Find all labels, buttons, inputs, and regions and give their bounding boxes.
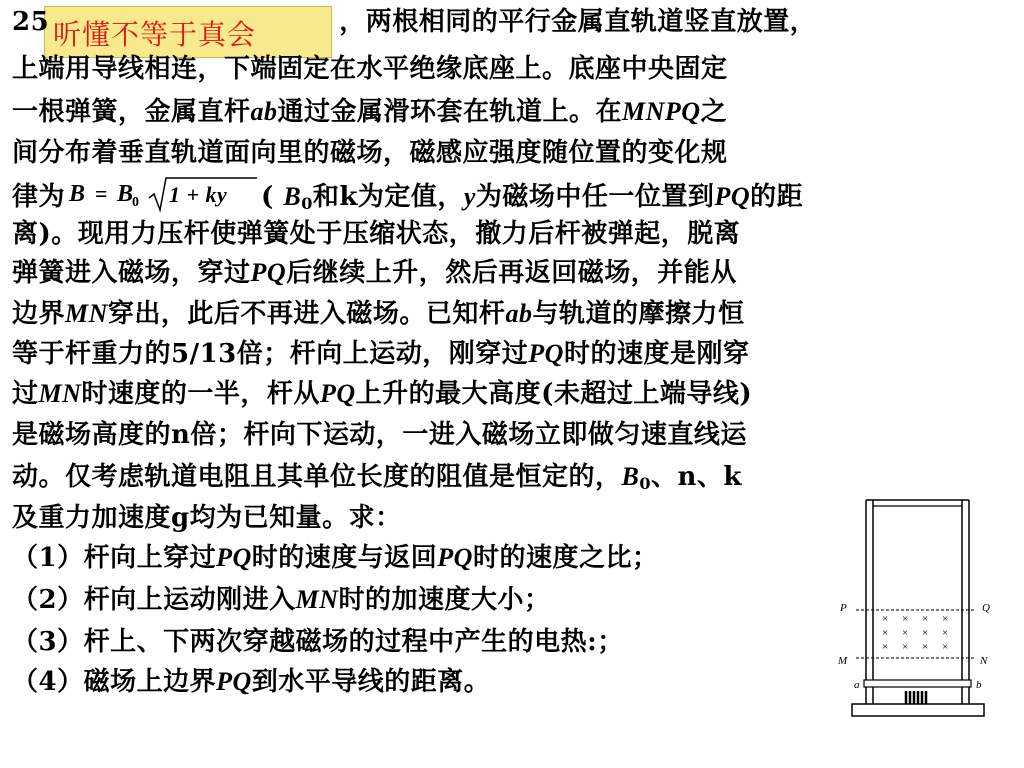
text-line-1: 25 ，两根相同的平行金属直轨道竖直放置， xyxy=(12,7,817,37)
formula-b0: B xyxy=(117,181,134,207)
text-line-2: 上端用导线相连，下端固定在水平绝缘底座上。底座中央固定 xyxy=(12,54,728,84)
formula-eq: = xyxy=(95,181,109,206)
question-3: （3）杆上、下两次穿越磁场的过程中产生的电热:； xyxy=(12,627,624,657)
svg-text:×: × xyxy=(942,613,949,625)
text-line-5: 律为 B = B 0 1 + ky ( $B_0$和k为定值，y为磁场中任一位置到PQ的距 xyxy=(12,174,803,222)
insulating-base xyxy=(852,704,984,716)
text-line-10: 过MN时速度的一半，杆从PQ上升的最大高度(未超过上端导线) xyxy=(12,379,753,409)
label-p: P xyxy=(840,602,847,614)
text-line-4: 间分布着垂直轨道面向里的磁场，磁感应强度随位置的变化规 xyxy=(12,138,728,168)
svg-text:×: × xyxy=(882,641,889,653)
text-line-7: 弹簧进入磁场，穿过PQ后继续上升，然后再返回磁场，并能从 xyxy=(12,258,737,288)
svg-text:×: × xyxy=(922,627,929,639)
formula-inner: 1 + ky xyxy=(169,182,228,207)
spring xyxy=(906,691,926,704)
svg-text:×: × xyxy=(942,627,949,639)
svg-text:×: × xyxy=(922,613,929,625)
svg-text:×: × xyxy=(902,613,909,625)
svg-text:×: × xyxy=(882,613,889,625)
text-line-13: 及重力加速度g均为已知量。求： xyxy=(12,503,402,533)
svg-text:×: × xyxy=(942,641,949,653)
question-1: （1）杆向上穿过PQ时的速度与返回PQ时的速度之比； xyxy=(12,543,659,573)
text-line-11: 是磁场高度的n倍；杆向下运动，一进入磁场立即做匀速直线运 xyxy=(12,420,747,450)
svg-text:×: × xyxy=(902,627,909,639)
svg-text:×: × xyxy=(902,641,909,653)
text-line-3: 一根弹簧，金属直杆ab通过金属滑环套在轨道上。在MNPQ之 xyxy=(12,97,728,127)
question-4: （4）磁场上边界PQ到水平导线的距离。 xyxy=(12,667,491,697)
label-b: b xyxy=(976,679,982,691)
field-crosses xyxy=(882,613,948,653)
text-line-12: 动。仅考虑轨道电阻且其单位长度的阻值是恒定的，$B_0$、n、k xyxy=(12,462,742,493)
label-a: a xyxy=(854,679,860,691)
label-m: M xyxy=(838,655,848,667)
stamp-text: 听懂不等于真会 xyxy=(53,18,257,51)
formula-b: B xyxy=(69,181,86,207)
text-line-8: 边界MN穿出，此后不再进入磁场。已知杆ab与轨道的摩擦力恒 xyxy=(12,299,745,329)
question-2: （2）杆向上运动刚进入MN时的加速度大小； xyxy=(12,585,551,615)
svg-text:×: × xyxy=(922,641,929,653)
label-q: Q xyxy=(982,602,990,614)
svg-text:×: × xyxy=(882,627,889,639)
rail-diagram xyxy=(826,494,1006,724)
formula-image xyxy=(65,174,261,222)
text-line-9: 等于杆重力的5/13倍；杆向上运动，刚穿过PQ时的速度是刚穿 xyxy=(12,339,750,369)
formula-sub0: 0 xyxy=(132,195,140,210)
label-n: N xyxy=(980,655,988,667)
rod-ab xyxy=(864,680,971,687)
text-line-6: 离)。现用力压杆使弹簧处于压缩状态，撤力后杆被弹起，脱离 xyxy=(12,219,741,249)
